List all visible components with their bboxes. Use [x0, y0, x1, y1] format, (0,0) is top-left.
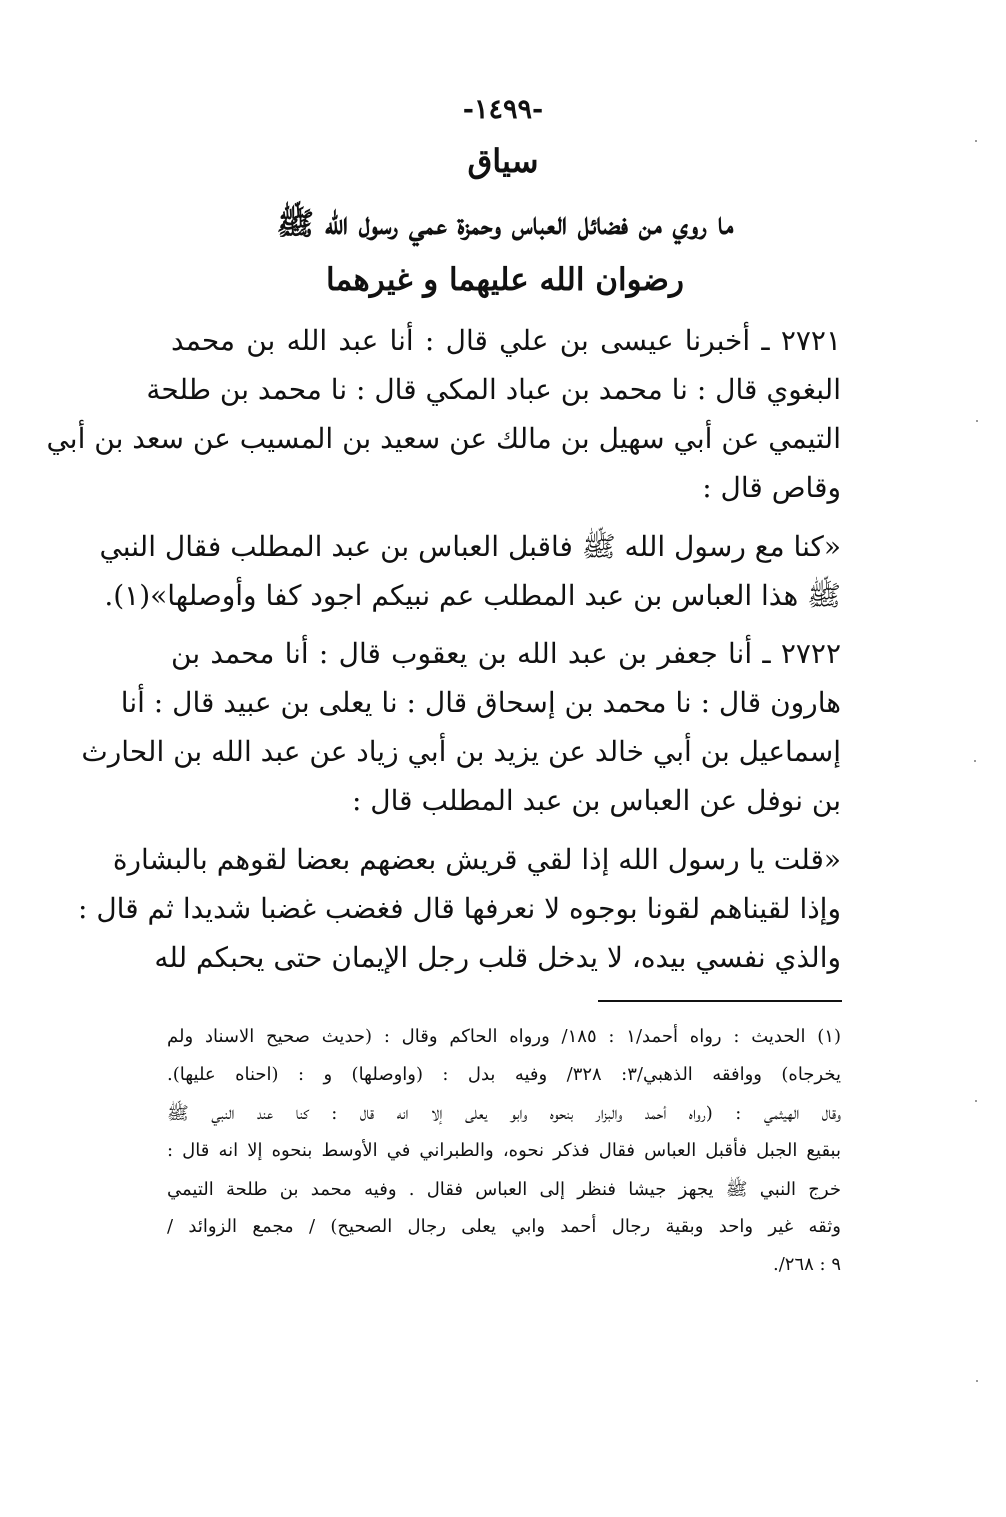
hadith-line: ﷺ هذا العباس بن عبد المطلب عم نبيكم اجود كفا وأوصلها»(١).: [104, 579, 841, 612]
scan-speck: [976, 1380, 978, 1382]
body-line: التيمي عن أبي سهيل بن مالك عن سعيد بن المسيب عن سعد بن أبي: [46, 422, 841, 455]
footnote-line: وثقه غير واحد وبقية رجال أحمد وابي يعلى رجال الصحيح) / مجمع الزوائد /: [167, 1216, 841, 1237]
body-line: ٢٧٢١ ـ أخبرنا عيسى بن علي قال : أنا عبد الله بن محمد: [171, 324, 841, 357]
footnote-line: يخرجاه) ووافقه الذهبي/٣: ٣٢٨/ وفيه بدل : (واوصلها) و : (احناه عليها).: [167, 1064, 841, 1085]
footnote-line: ٩ : ٢٦٨/.: [773, 1254, 841, 1275]
chapter-title-line-1: ما روي من فضائل العباس وحمزة عمي رسول الله ﷺ: [276, 206, 734, 242]
hadith-line: والذي نفسي بيده، لا يدخل قلب رجل الإيمان حتى يحبكم لله: [154, 941, 841, 974]
scan-speck: [975, 1100, 977, 1102]
scan-speck: [974, 760, 976, 762]
scan-speck: [975, 140, 977, 142]
page-number: -١٤٩٩-: [462, 94, 544, 125]
body-line: هارون قال : نا محمد بن إسحاق قال : نا يعلى بن عبيد قال : أنا: [120, 686, 841, 719]
body-line: وقاص قال :: [702, 471, 841, 504]
footnote-line: (١) الحديث : رواه أحمد/١ : ١٨٥/ ورواه الحاكم وقال : (حديث صحيح الاسناد ولم: [167, 1026, 841, 1047]
body-line: البغوي قال : نا محمد بن عباد المكي قال : نا محمد بن طلحة: [146, 373, 841, 406]
footnote-line: ببقيع الجبل فأقبل العباس فقال فذكر نحوه، والطبراني في الأوسط بنحوه إلا انه قال :: [167, 1140, 841, 1161]
section-heading: سياق: [467, 142, 539, 180]
hadith-line: «كنا مع رسول الله ﷺ فاقبل العباس بن عبد المطلب فقال النبي: [99, 530, 841, 563]
footnote-separator: [598, 1000, 842, 1002]
body-line: إسماعيل بن أبي خالد عن يزيد بن أبي زياد عن عبد الله بن الحارث: [81, 735, 841, 768]
hadith-line: «قلت يا رسول الله إذا لقي قريش بعضهم بعضا لقوهم بالبشارة: [112, 843, 841, 876]
body-line: بن نوفل عن العباس بن عبد المطلب قال :: [351, 784, 841, 817]
scan-speck: [976, 420, 978, 422]
body-line: ٢٧٢٢ ـ أنا جعفر بن عبد الله بن يعقوب قال : أنا محمد بن: [171, 637, 841, 670]
footnote-line: خرج النبي ﷺ يجهز جيشا فنظر إلى العباس فقال . وفيه محمد بن طلحة التيمي: [167, 1179, 841, 1200]
chapter-title-line-2: رضوان الله عليهما و غيرهما: [326, 262, 684, 298]
hadith-line: وإذا لقيناهم لقونا بوجوه لا نعرفها قال فغضب غضبا شديدا ثم قال :: [78, 892, 841, 925]
footnote-line: وقال الهيثمي : (رواه أحمد والبزار بنحوه وابو يعلى إلا انه قال : كنا عند النبي ﷺ: [167, 1103, 841, 1124]
